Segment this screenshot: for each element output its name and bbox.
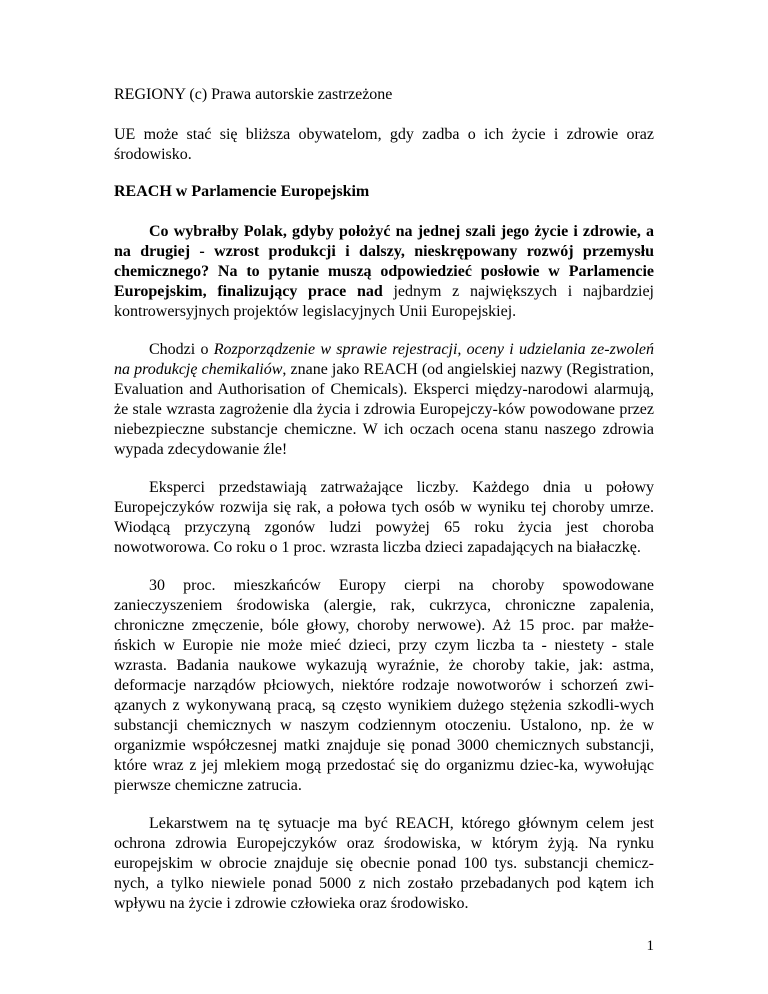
section-heading: REACH w Parlamencie Europejskim xyxy=(114,183,370,200)
paragraph-5: Lekarstwem na tę sytuacje ma być REACH, którego głównym celem jest ochrona zdrowia Europejczyków oraz środowiska, w którym żyją. Na rynku europejskim w obrocie znajduje się obecnie ponad 100 tys. substancji chemicz-nych, a tylko niewiele ponad 5000 z nich zostało przebadanych pod kątem ich wpływu na życie i zdrowie człowieka oraz środowisko. xyxy=(114,815,654,912)
lead-paragraph xyxy=(114,222,654,322)
subtitle: UE może stać się bliższa obywatelom, gdy zadba o ich życie i zdrowie oraz środowisko. xyxy=(114,126,654,163)
lead-bold-text: Co wybrałby Polak, gdyby położyć na jednej szali jego życie i zdrowie, a na drugiej - wzrost produkcji i dalszy, nieskrępowany rozwój przemysłu chemicznego? Na to pytanie muszą odpowiedzieć posłowie w Parlamencie Europejskim, finalizujący prace nad xyxy=(114,223,654,300)
paragraph-4: 30 proc. mieszkańców Europy cierpi na choroby spowodowane zanieczyszeniem środowiska (alergie, rak, cukrzyca, chroniczne zapalenia, chroniczne zmęczenie, bóle głowy, choroby nerwowe). Aż 15 proc. par małże-ńskich w Europie nie może mieć dzieci, przy czym liczba ta - niestety - stale wzrasta. Badania naukowe wykazują wyraźnie, że choroby takie, jak: astma, deformacje narządów płciowych, niektóre rodzaje nowotworów i schorzeń zwi-ązanych z wykonywaną pracą, są często wynikiem dużego stężenia szkodli-wych substancji chemicznych w naszym codziennym otoczeniu. Ustalono, np. że w organizmie współczesnej matki znajduje się ponad 3000 chemicznych substancji, które wraz z jej mlekiem mogą przedostać się do organizmu dziec-ka, wywołując pierwsze chemiczne zatrucia. xyxy=(114,577,654,794)
paragraph-2-end: , znane jako REACH (od angielskiej nazwy (Registration, Evaluation and Authorisation of Chemicals). Eksperci między-narodowi alarmują, że stale wzrasta zagrożenie dla życia i zdrowia Europejczy-ków powodowane przez niebezpieczne substancje chemiczne. W ich oczach ocena stanu naszego zdrowia wypada zdecydowanie źle! xyxy=(114,361,655,458)
paragraph-2 xyxy=(114,340,654,460)
paragraph-2-italic: Rozporządzenie w sprawie rejestracji, oceny i udzielania ze-zwoleń na produkcję chemikaliów xyxy=(114,341,655,378)
page-number: 1 xyxy=(646,938,654,954)
document-header: REGIONY (c) Prawa autorskie zastrzeżone xyxy=(114,86,393,103)
paragraph-2-start: Chodzi o xyxy=(149,341,214,358)
paragraph-3: Eksperci przedstawiają zatrważające liczby. Każdego dnia u połowy Europejczyków rozwija się rak, a połowa tych osób w wyniku tej choroby umrze. Wiodącą przyczyną zgonów ludzi powyżej 65 roku życia jest choroba nowotworowa. Co roku o 1 proc. wzrasta liczba dzieci zapadających na białaczkę. xyxy=(114,479,654,556)
lead-normal-text: jednym z największych i najbardziej kontrowersyjnych projektów legislacyjnych Unii Europejskiej. xyxy=(114,283,655,320)
